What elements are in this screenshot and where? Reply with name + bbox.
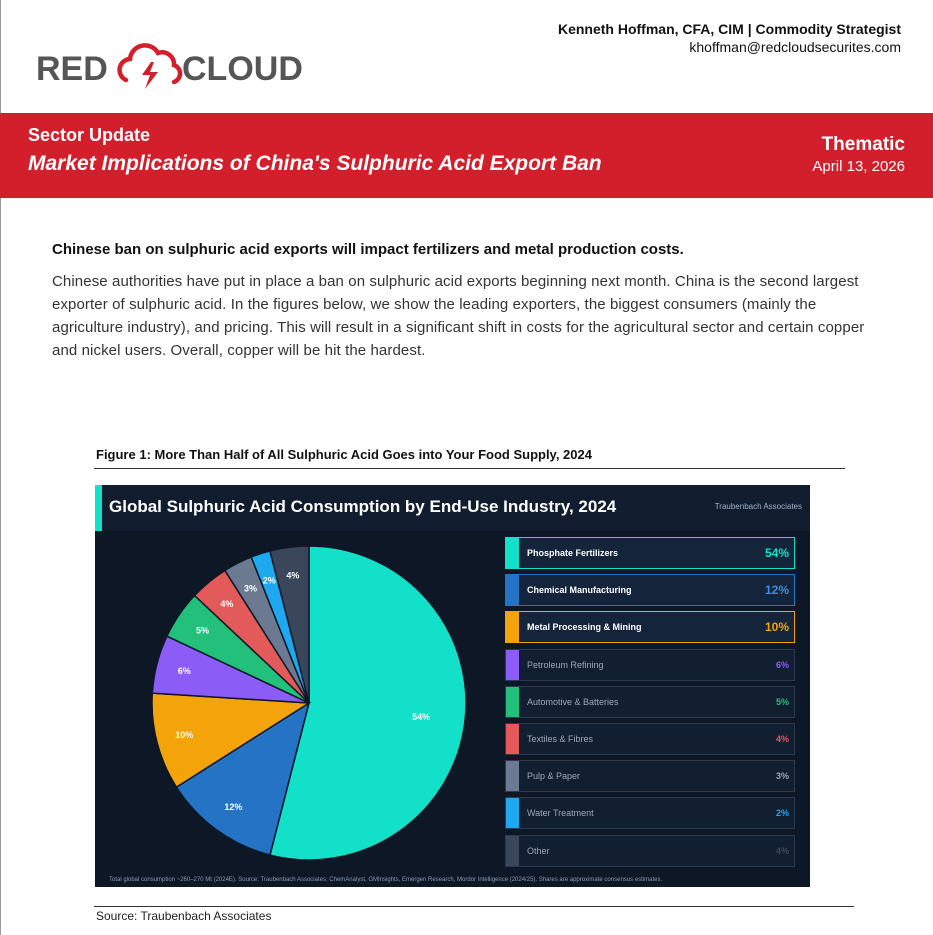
legend-label: Pulp & Paper (527, 771, 581, 782)
legend-label: Water Treatment (527, 808, 594, 819)
legend-swatch (506, 612, 519, 642)
legend-item (505, 723, 795, 755)
legend-item (505, 760, 795, 792)
pie-slice-label: 6% (177, 665, 191, 676)
report-title: Market Implications of China's Sulphuric Acid Export Ban (28, 152, 602, 175)
legend-value: 5% (775, 696, 789, 707)
legend-swatch (506, 836, 519, 866)
legend-item (505, 797, 795, 829)
legend-swatch (506, 650, 519, 680)
legend-value: 6% (775, 659, 789, 670)
author-name: Kenneth Hoffman, CFA, CIM | Commodity Strategist (557, 21, 901, 37)
report-date: April 13, 2026 (812, 158, 905, 175)
legend-value: 10% (764, 620, 789, 635)
legend-swatch (506, 798, 519, 828)
pie-slice-label: 5% (196, 625, 210, 636)
summary-paragraph: Chinese authorities have put in place a ban on sulphuric acid exports beginning next month. China is the second largest exporter of sulphuric acid. In the figures below, we show the leading exporters, the biggest consumers (mainly the agriculture industry), and pricing. This will result in a significant shift in costs for the agricultural sector and certain copper and nickel users. Overall, copper will be hit the hardest. (52, 273, 865, 359)
pie-slice-label: 54% (412, 712, 431, 723)
redcloud-logo (36, 36, 306, 96)
pie-slice-label: 12% (224, 802, 243, 813)
cloud-bolt-icon (120, 45, 180, 89)
svg-text:RED: RED (36, 50, 108, 88)
legend-swatch (506, 724, 519, 754)
figure-caption: Figure 1: More Than Half of All Sulphuric Acid Goes into Your Food Supply, 2024 (96, 447, 592, 462)
pie-slice-label: 2% (262, 575, 276, 586)
pie-slice-label: 3% (244, 583, 258, 594)
chart-footnote: Total global consumption ~260–270 Mt (2024E). Source: Traubenbach Associates; ChemAnalyst, GMInsights, Emergen Research, Mordor Intelligence (2024/25). Shares are approximate consensus estimates. (109, 877, 663, 883)
pie-slice-label: 4% (220, 598, 234, 609)
pie-slice-label: 10% (175, 730, 194, 741)
legend-value: 3% (775, 771, 789, 782)
legend-label: Metal Processing & Mining (527, 622, 642, 633)
legend-value: 4% (775, 734, 789, 744)
figure-bottom-rule (94, 906, 854, 907)
legend-label: Automotive & Batteries (527, 696, 619, 707)
legend-item (505, 574, 795, 606)
author-block (558, 20, 901, 56)
legend-label: Chemical Manufacturing (527, 585, 632, 596)
chart-title: Global Sulphuric Acid Consumption by End-Use Industry, 2024 (109, 497, 617, 516)
legend-item (505, 611, 795, 643)
legend-swatch (506, 687, 519, 717)
report-kind: Sector Update (28, 125, 151, 145)
legend-item (505, 835, 795, 867)
legend-label: Petroleum Refining (527, 659, 604, 670)
report-category: Thematic (821, 134, 905, 155)
chart-header-accent (95, 485, 102, 531)
consumption-chart (95, 485, 810, 887)
chart-header (95, 485, 810, 531)
legend-item (505, 649, 795, 681)
legend-swatch (506, 538, 519, 568)
legend-value: 54% (764, 546, 789, 560)
figure-source: Source: Traubenbach Associates (96, 909, 272, 923)
legend-swatch (506, 575, 519, 605)
legend-value: 4% (775, 845, 789, 856)
legend-label: Phosphate Fertilizers (527, 548, 619, 558)
svg-text:CLOUD: CLOUD (182, 50, 303, 88)
legend-value: 12% (764, 583, 789, 598)
legend-item (505, 537, 795, 569)
legend-label: Textiles & Fibres (527, 734, 594, 744)
summary-headline: Chinese ban on sulphuric acid exports will impact fertilizers and metal production costs. (52, 241, 684, 258)
legend-label: Other (527, 845, 550, 856)
legend-value: 2% (775, 808, 789, 819)
figure-top-rule (94, 468, 845, 469)
pie-chart (95, 531, 495, 871)
legend-item (505, 686, 795, 718)
pie-slice-label: 4% (286, 570, 300, 581)
author-email[interactable]: khoffman@redcloudsecurites.com (689, 39, 901, 55)
chart-brand: Traubenbach Associates (714, 502, 802, 511)
title-banner (0, 113, 933, 198)
legend-swatch (506, 761, 519, 791)
